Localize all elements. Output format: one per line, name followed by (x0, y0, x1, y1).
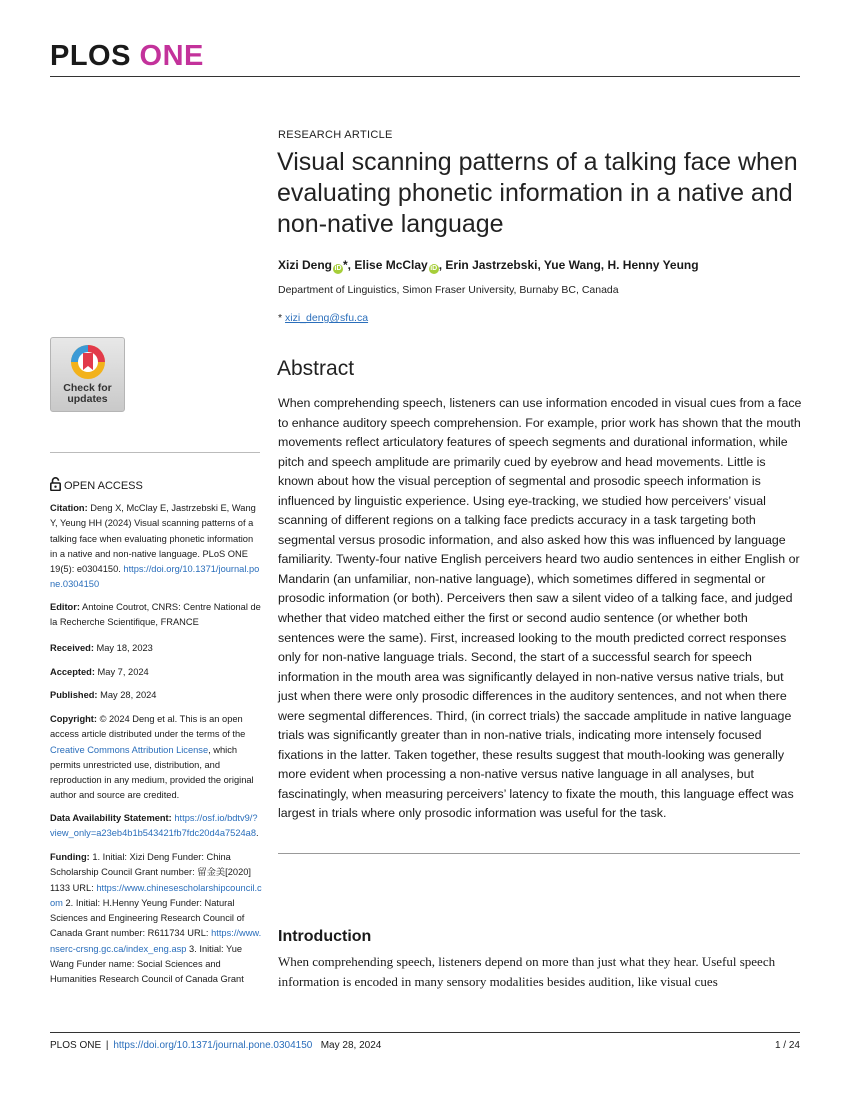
check-line2: updates (67, 393, 108, 405)
footer-doi-link[interactable]: https://doi.org/10.1371/journal.pone.0304150 (113, 1040, 313, 1051)
sidebar-divider (50, 452, 260, 453)
journal-logo (50, 38, 204, 74)
copyright-label: Copyright: (50, 714, 97, 724)
corresponding-email-link[interactable]: xizi_deng@sfu.ca (285, 312, 369, 324)
copyright-text: © 2024 Deng et al. This is an open access article distributed under the terms of the (50, 714, 246, 740)
published-label: Published: (50, 690, 98, 700)
funding-label: Funding: (50, 852, 90, 862)
editor-text: Antoine Coutrot, CNRS: Centre National de la Recherche Scientifique, FRANCE (50, 602, 261, 628)
author-list (278, 257, 808, 274)
accepted-block (50, 665, 262, 680)
data-availability-link[interactable]: https://osf.io/bdtv9/?view_only=a23eb4b1b543421fb7fdc20d4a7524a8 (50, 813, 258, 839)
page-number: 1 / 24 (774, 1040, 800, 1051)
footer-divider (50, 1032, 800, 1033)
abstract-heading: Abstract (277, 357, 355, 380)
affiliation: Department of Linguistics, Simon Fraser University, Burnaby BC, Canada (278, 284, 619, 296)
corresponding-mark: * (278, 312, 286, 324)
copyright-text-end: , which permits unrestricted use, distribution, and reproduction in any medium, provided the original author and source are credited. (50, 744, 254, 801)
orcid-icon[interactable]: iD (430, 265, 438, 272)
article-type: RESEARCH ARTICLE (278, 129, 393, 141)
open-lock-icon (50, 477, 61, 491)
article-title: Visual scanning patterns of a talking face when evaluating phonetic information in a native and non-native language (277, 148, 798, 238)
author-name: Elise McClay (354, 258, 428, 272)
introduction-text: When comprehending speech, listeners depend on more than just what they hear. Useful speech information is encoded in many sensory modalities besides audition, like visual cues (278, 954, 776, 989)
accepted-label: Accepted: (50, 667, 95, 677)
footer-separator: | (105, 1040, 109, 1051)
citation-block (50, 501, 262, 593)
citation-doi-link[interactable]: https://doi.org/10.1371/journal.pone.0304150 (50, 564, 260, 590)
crossmark-icon (69, 343, 107, 381)
citation-label: Citation: (50, 503, 88, 513)
logo-one: ONE (139, 40, 204, 72)
funding-block (50, 850, 262, 988)
license-link[interactable]: Creative Commons Attribution License (50, 744, 209, 755)
abstract-text: When comprehending speech, listeners can use information encoded in visual cues from a face to enhance auditory speech comprehension. For example, prior work has shown that the mouth movements reflect articulatory features of speech segments and durational information, while pitch and speech amplitude are primarily cued by eyebrow and head movements. Little is known about how the visual perception of segmental and prosodic speech information is influenced by linguistic experience. Using eye-tracking, we studied how perceivers’ visual scanning of different regions on a talking face predicts accuracy in a task targeting both segmental versus prosodic information, and also asked how this was influenced by language familiarity. Twenty-four native English perceivers heard two audio sentences in either English or Mandarin (an unfamiliar, non-native language), which sometimes differed in segmental or prosodic information (or both). Perceivers then saw a silent video of a talking face, and judged whether that video matched either the first or second audio sentence (or whether both sentences were the same). First, increased looking to the mouth predicted correct responses only for non-native language trials. Second, the start of a successful search for speech information in the mouth area was significantly delayed in non-native versus native trials, but just when there were only prosodic differences in the auditory sentences, and not when there were segmental differences. Third, (in correct trials) the saccade amplitude in native language trials was significantly greater than in non-native trials, indicating more intensely focused fixations in the latter. Taken together, these results suggest that mouth-looking was generally more evident when processing a non-native versus native language in all analyses, but fascinatingly, when measuring perceivers’ latency to fixate the mouth, this language effect was largest in trials where only prosodic information was useful for the task. (278, 396, 802, 821)
received-date: May 18, 2023 (93, 643, 153, 653)
orcid-icon[interactable]: iD (334, 265, 342, 272)
accepted-date: May 7, 2024 (94, 667, 149, 677)
corresponding-author (278, 312, 368, 324)
funding-text-2: 2. Initial: H.Henny Yeung Funder: Natural Sciences and Engineering Research Council of Canada Grant number: R611734 URL: (50, 897, 245, 939)
funding-text-1: 1. Initial: Xizi Deng Funder: China Scholarship Council Grant number: 留金美[2020] 1133 URL: (50, 852, 252, 893)
author-name: Xizi Deng (278, 258, 333, 272)
received-block (50, 641, 262, 656)
footer-citation (50, 1040, 381, 1051)
logo-plos: PLOS (50, 40, 131, 72)
check-for-updates-label (51, 383, 124, 405)
citation-text: Deng X, McClay E, Jastrzebski E, Wang Y, Yeung HH (2024) Visual scanning patterns of a talking face when evaluating phonetic information in a native and non-native language. PLoS ONE 19(5): e0304150. (50, 503, 256, 575)
check-for-updates-button[interactable] (50, 337, 125, 412)
editor-label: Editor: (50, 602, 80, 612)
published-date: May 28, 2024 (97, 690, 157, 700)
data-availability-block (50, 811, 262, 842)
received-label: Received: (50, 643, 94, 653)
introduction-heading: Introduction (278, 928, 372, 945)
author-separator: *, (343, 258, 355, 272)
footer-journal: PLOS ONE (50, 1040, 102, 1051)
data-availability-label: Data Availability Statement: (50, 813, 172, 823)
editor-block (50, 600, 262, 631)
funding-text-3: 3. Initial: Yue Wang Funder name: Social Sciences and Humanities Research Council of Canada Grant (50, 943, 244, 985)
published-block (50, 688, 262, 703)
header-divider (50, 76, 800, 77)
data-availability-end: . (256, 828, 259, 839)
check-line1: Check for (63, 382, 112, 394)
funding-link-2[interactable]: https://www.nserc-crsng.gc.ca/index_eng.asp (50, 928, 262, 954)
open-access-label: OPEN ACCESS (64, 480, 143, 492)
open-access-badge (50, 477, 143, 492)
abstract-divider (278, 853, 800, 854)
author-names-rest: , Erin Jastrzebski, Yue Wang, H. Henny Yeung (438, 258, 699, 272)
footer-date: May 28, 2024 (320, 1040, 382, 1051)
copyright-block (50, 712, 262, 804)
funding-link-1[interactable]: https://www.chinesescholarshipcouncil.com (50, 882, 262, 908)
